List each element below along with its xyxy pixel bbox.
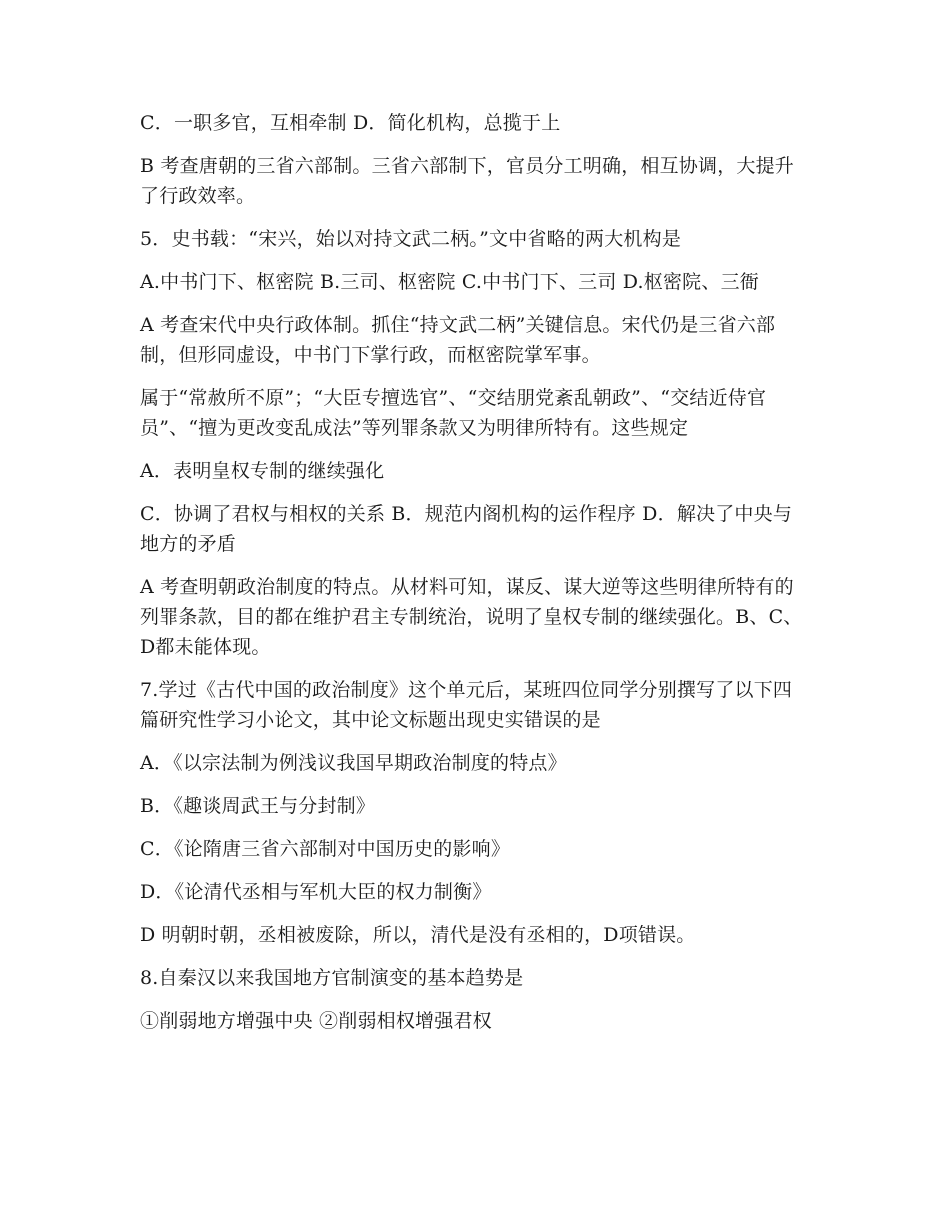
option-line: A．表明皇权专制的继续强化 [140,460,385,482]
answer-explanation: A 考查宋代中央行政体制。抓住“持文武二柄”关键信息。宋代仍是三省六部制，但形同虚设，中书门下掌行政，而枢密院掌军事。 [140,314,776,366]
option-line: ①削弱地方增强中央 ②削弱相权增强君权 [140,1010,492,1032]
option-line: C．《论隋唐三省六部制对中国历史的影响》 [140,838,511,860]
option-line: B．《趣谈周武王与分封制》 [140,795,376,817]
question-8: 8.自秦汉以来我国地方官制演变的基本趋势是 [140,967,524,989]
option-line: C．一职多官，互相牵制 D．简化机构，总揽于上 [140,112,561,134]
question-6-stem: 属于“常赦所不原”；“大臣专擅选官”、“交结朋党紊乱朝政”、“交结近侍官员”、“擅为更改变乱成法”等列罪条款又为明律所特有。这些规定 [140,387,767,439]
answer-explanation: A 考查明朝政治制度的特点。从材料可知，谋反、谋大逆等这些明律所特有的列罪条款，目的都在维护君主专制统治，说明了皇权专制的继续强化。B、C、D都未能体现。 [140,576,803,658]
answer-explanation: B 考查唐朝的三省六部制。三省六部制下，官员分工明确，相互协调，大提升了行政效率。 [140,155,795,207]
document-body [140,108,810,1049]
option-line: C．协调了君权与相权的关系 B．规范内阁机构的运作程序 D．解决了中央与地方的矛盾 [140,503,793,555]
option-line: A．《以宗法制为例浅议我国早期政治制度的特点》 [140,752,567,774]
question-5: 5．史书载：“宋兴，始以对持文武二柄。”文中省略的两大机构是 [140,228,682,250]
question-5-options: A.中书门下、枢密院 B.三司、枢密院 C.中书门下、三司 D.枢密院、三衙 [140,271,759,293]
answer-explanation: D 明朝时朝，丞相被废除，所以，清代是没有丞相的，D项错误。 [140,924,696,946]
option-line: D．《论清代丞相与军机大臣的权力制衡》 [140,881,492,903]
question-7: 7.学过《古代中国的政治制度》这个单元后，某班四位同学分别撰写了以下四篇研究性学习小论文，其中论文标题出现史实错误的是 [140,679,793,731]
